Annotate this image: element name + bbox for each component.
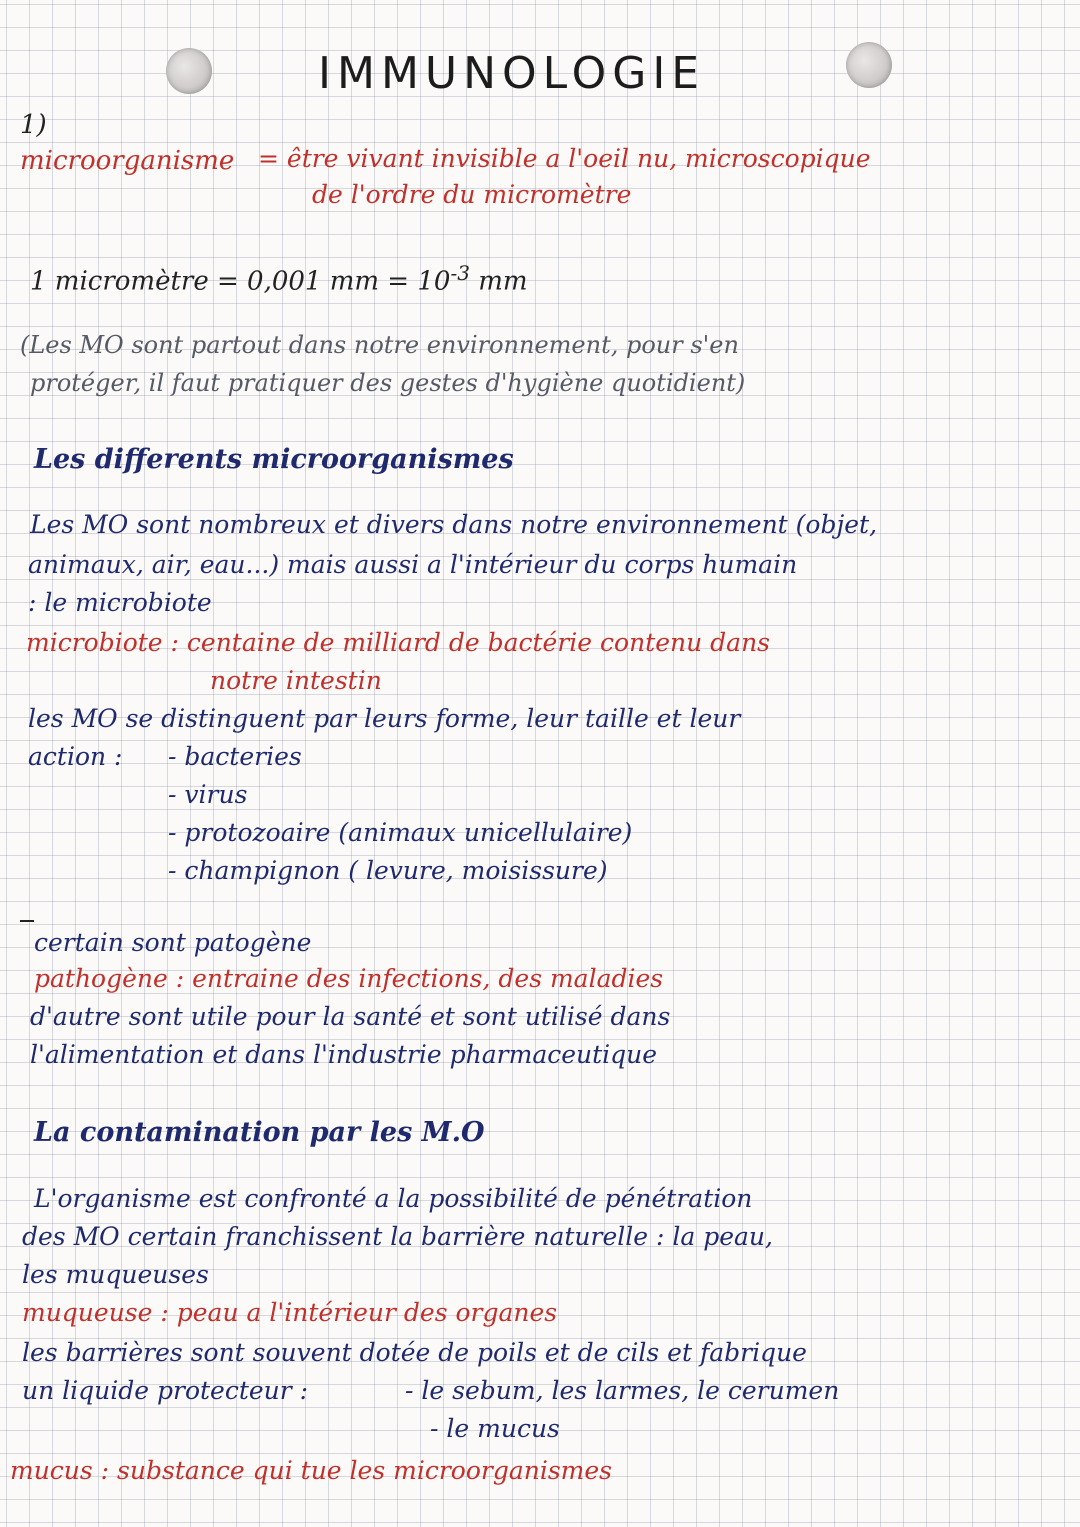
- para-2-line-1: les MO se distinguent par leurs forme, leur taille et leur: [28, 704, 741, 733]
- definition-line-1: = être vivant invisible a l'oeil nu, microscopique: [258, 144, 871, 173]
- para-1-line-1: Les MO sont nombreux et divers dans notre environnement (objet,: [30, 510, 878, 539]
- para-1-line-3: : le microbiote: [28, 588, 212, 617]
- list-item-virus: - virus: [168, 780, 248, 809]
- definition-mucus: mucus : substance qui tue les microorganismes: [10, 1456, 612, 1485]
- list-item-mucus: - le mucus: [430, 1414, 560, 1443]
- list-item-protozoaire: - protozoaire (animaux unicellulaire): [168, 818, 633, 847]
- para-4-line-1: L'organisme est confronté a la possibilité de pénétration: [34, 1184, 753, 1213]
- para-5-line-1: les barrières sont souvent dotée de poils et de cils et fabrique: [22, 1338, 807, 1367]
- para-3-line-4: l'alimentation et dans l'industrie pharmaceutique: [30, 1040, 658, 1069]
- definition-term: microorganisme: [20, 146, 235, 176]
- section-heading-contamination: La contamination par les M.O: [34, 1117, 485, 1148]
- definition-line-2: de l'ordre du micromètre: [312, 180, 632, 209]
- unit-conversion-exponent: -3: [450, 261, 470, 285]
- para-4-line-3: les muqueuses: [22, 1260, 209, 1289]
- note-line-2: protéger, il faut pratiquer des gestes d'hygiène quotidient): [30, 369, 746, 397]
- definition-pathogene: pathogène : entraine des infections, des maladies: [34, 964, 664, 993]
- note-line-1: (Les MO sont partout dans notre environnement, pour s'en: [20, 331, 739, 359]
- para-3-line-1: certain sont patogène: [34, 928, 312, 957]
- para-5-line-2-prefix: un liquide protecteur :: [22, 1376, 309, 1405]
- para-1-line-2: animaux, air, eau...) mais aussi a l'intérieur du corps humain: [28, 550, 798, 579]
- unit-conversion-main: 1 micromètre = 0,001 mm = 10: [30, 266, 451, 297]
- section-heading-microorganisms: Les differents microorganismes: [34, 444, 514, 475]
- para-3-line-3: d'autre sont utile pour la santé et sont utilisé dans: [30, 1002, 671, 1031]
- definition-microbiote: microbiote : centaine de milliard de bactérie contenu dans: [26, 628, 771, 657]
- unit-conversion-unit: mm: [478, 266, 528, 297]
- para-4-line-2: des MO certain franchissent la barrière naturelle : la peau,: [22, 1222, 773, 1251]
- definition-microbiote-line-2: notre intestin: [210, 666, 382, 695]
- list-item-sebum: - le sebum, les larmes, le cerumen: [405, 1376, 840, 1405]
- unit-conversion: [30, 258, 528, 297]
- list-item-bacteries: - bacteries: [168, 742, 302, 771]
- list-item-champignon: - champignon ( levure, moisissure): [168, 856, 608, 885]
- bullet-dash: [20, 920, 34, 922]
- punch-hole-left: [166, 48, 212, 94]
- punch-hole-right: [846, 42, 892, 88]
- definition-muqueuse: muqueuse : peau a l'intérieur des organes: [22, 1298, 558, 1327]
- page-title: IMMUNOLOGIE: [318, 48, 706, 99]
- section-number: 1): [20, 110, 47, 140]
- para-2-action-label: action :: [28, 742, 123, 771]
